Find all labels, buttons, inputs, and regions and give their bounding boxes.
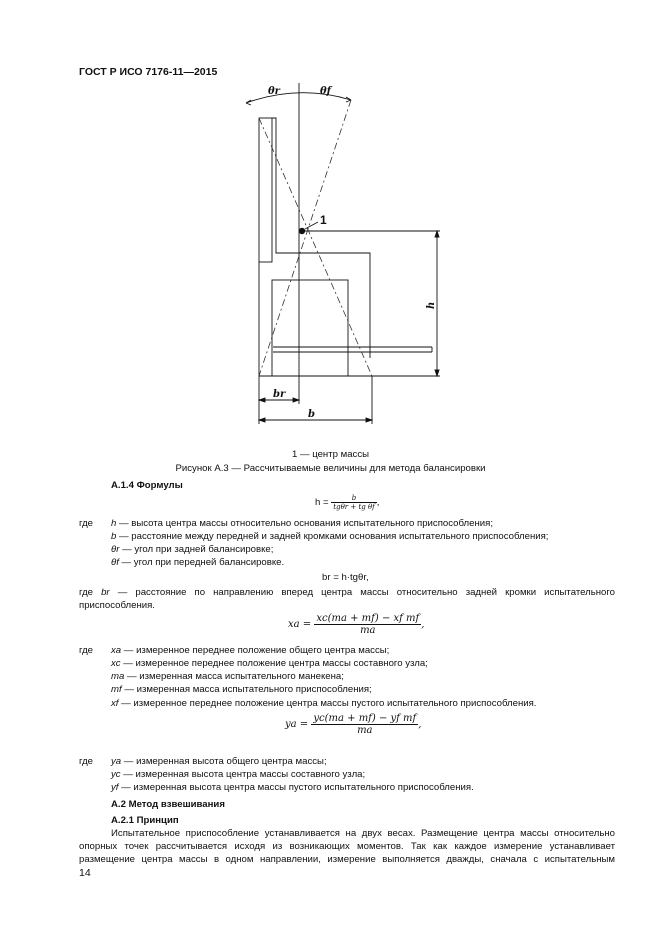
theta-f-label: θf: [320, 86, 331, 97]
formula-ya: ya = $\frac{\text{yc(ma + mf) − yf mf}}{ma}$ ,: [285, 713, 422, 736]
b-label: b: [308, 409, 315, 420]
section-a2-heading: А.2 Метод взвешивания: [111, 799, 225, 810]
where-label-3: где: [79, 756, 94, 767]
br-label: br: [273, 389, 286, 400]
def-ma: ma — измеренная масса испытательного манекена;: [111, 671, 344, 682]
where-label-2: где: [79, 645, 94, 656]
seat-box-outline: [272, 280, 348, 376]
formula-br: br = h·tgθr,: [322, 572, 369, 583]
def-mf: mf — измеренная масса испытательного приспособления;: [111, 684, 372, 695]
h-label: h: [426, 301, 437, 309]
br-definition-line2: приспособления.: [79, 600, 155, 611]
center-of-mass-marker: [299, 228, 305, 234]
def-ya: ya — измеренная высота общего центра массы;: [111, 756, 327, 767]
def-yf: yf — измеренная высота центра массы пустого испытательного приспособления.: [111, 782, 474, 793]
def-h: h — высота центра массы относительно основания испытательного приспособления;: [111, 518, 493, 529]
figure-balance-diagram: [230, 80, 455, 425]
def-yc: yc — измеренная высота центра массы составного узла;: [111, 769, 366, 780]
front-tilt-line: [259, 100, 351, 376]
figure-caption: Рисунок А.3 — Рассчитываемые величины для метода балансировки: [175, 463, 486, 474]
def-xa: xa — измеренное переднее положение общего центра массы;: [111, 645, 390, 656]
formula-h: h = $\frac{b}{\text{tgθr + tg θf}}$ ,: [315, 494, 380, 511]
principle-para-line3: размещение центра массы в одном направлении, измерение выполняется дважды, сначала с испытательным: [79, 854, 615, 865]
formula-xa: xa = $\frac{\text{xc(ma + mf) − xf mf}}{ma}$ ,: [288, 613, 425, 636]
br-definition-line1: где br — расстояние по направлению вперед центра массы относительно задней кромки испытательного: [79, 587, 615, 598]
where-label-1: где: [79, 518, 94, 529]
label-1: 1: [320, 213, 327, 227]
section-a21-heading: А.2.1 Принцип: [111, 815, 179, 826]
def-theta-f: θf — угол при передней балансировке.: [111, 557, 285, 568]
page-number: 14: [79, 867, 91, 879]
figure-legend: 1 — центр массы: [291, 449, 370, 460]
principle-para-line1: Испытательное приспособление устанавливается на двух весах. Размещение центра массы относительно: [111, 828, 615, 839]
def-xc: xc — измеренное переднее положение центра массы составного узла;: [111, 658, 428, 669]
def-b: b — расстояние между передней и задней кромками основания испытательного приспособления;: [111, 531, 549, 542]
def-theta-r: θr — угол при задней балансировке;: [111, 544, 274, 555]
backrest-outline: [259, 118, 272, 262]
document-header: ГОСТ Р ИСО 7176-11—2015: [79, 66, 218, 78]
principle-para-line2: опорных точек рассчитывается исходя из возникающих моментов. Так как каждое измерение устанавливает: [79, 841, 615, 852]
def-xf: xf — измеренное переднее положение центра массы пустого испытательного приспособления.: [111, 698, 537, 709]
section-a14-heading: А.1.4 Формулы: [111, 480, 183, 491]
angle-arc: [246, 93, 351, 103]
theta-r-label: θr: [268, 86, 280, 97]
